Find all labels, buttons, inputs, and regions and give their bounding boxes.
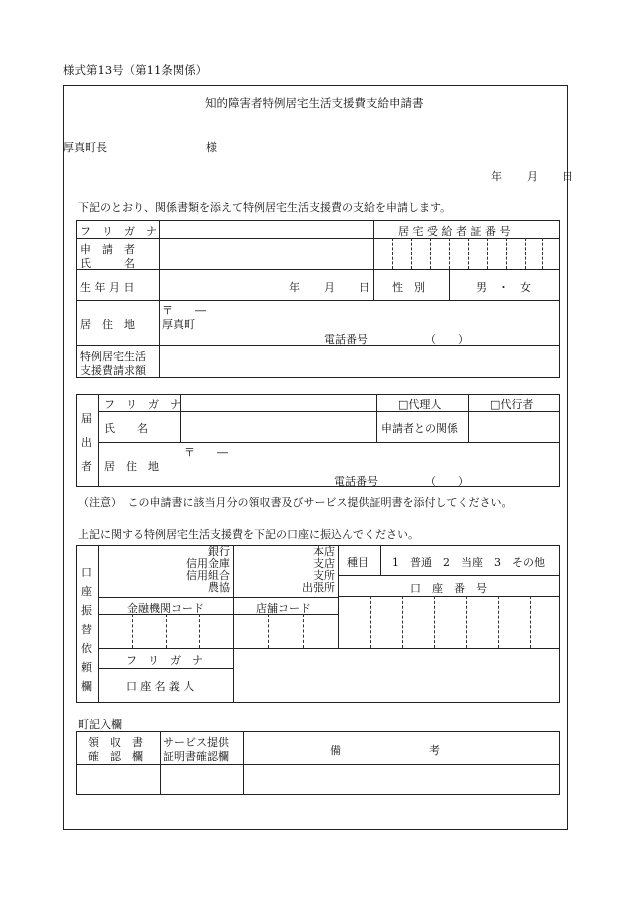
account-number-label: 口 座 番 号 [410, 582, 487, 595]
bank-side-6: 欄 [81, 680, 92, 693]
branch-type-list [255, 546, 335, 594]
institution-type: 農協 [208, 581, 230, 594]
dob-month: 月 [324, 281, 335, 294]
proxy-option[interactable]: □代理人 [398, 398, 442, 411]
receipt-check-label-1: 領 収 書 [88, 736, 143, 749]
remarks-label: 備 考 [330, 744, 440, 757]
agent-option[interactable]: □代行者 [490, 398, 534, 411]
submitter-name-label: 氏 名 [104, 422, 148, 435]
branch-type: 出張所 [302, 581, 335, 594]
account-type-values: 1 普通 2 当座 3 その他 [392, 556, 545, 569]
town-use-label: 町記入欄 [78, 718, 122, 731]
dob-label: 生 年 月 日 [80, 281, 135, 294]
claim-label-1: 特例居宅生活 [80, 350, 146, 363]
branch-type: 支所 [313, 569, 335, 582]
postal-mark: 〒 ― [162, 304, 206, 317]
receipt-check-label-2: 確 認 欄 [88, 750, 143, 763]
phone-parens: （ ） [425, 333, 469, 346]
submitter-phone-parens: （ ） [425, 475, 469, 488]
service-check-label-2: 証明書確認欄 [163, 750, 229, 763]
bank-side-1: 座 [81, 585, 92, 598]
bank-side-0: 口 [81, 566, 92, 579]
dob-year: 年 [289, 281, 300, 294]
bank-side-2: 振 [81, 604, 92, 617]
bank-intro: 上記に関する特例居宅生活支援費を下記の口座に振込んでください。 [78, 528, 419, 541]
date-month: 月 [527, 170, 538, 183]
branch-type: 本店 [313, 545, 335, 558]
submitter-furigana-label: フ リ ガ ナ [104, 398, 181, 411]
date-day: 日 [562, 170, 573, 183]
submitter-side-1: 届 [81, 412, 92, 425]
claim-label-2: 支援費請求額 [80, 364, 146, 377]
institution-type: 銀行 [208, 545, 230, 558]
submitter-phone-label: 電話番号 [334, 475, 378, 488]
intro-text: 下記のとおり、関係書類を添えて特例居宅生活支援費の支給を申請します。 [78, 201, 452, 214]
applicant-name-label-1: 申 請 者 [80, 243, 135, 256]
phone-label: 電話番号 [324, 333, 368, 346]
form-title: 知的障害者特例居宅生活支援費支給申請書 [205, 96, 424, 110]
sex-values: 男 ・ 女 [476, 281, 531, 294]
sex-label: 性 別 [392, 281, 425, 294]
dob-day: 日 [359, 281, 370, 294]
bank-code-label: 金融機関コード [127, 602, 204, 615]
address-label: 居 住 地 [80, 318, 135, 331]
town-name: 厚真町 [162, 318, 195, 331]
cert-number-label: 居 宅 受 給 者 証 番 号 [398, 225, 511, 238]
service-check-label-1: サービス提供 [163, 736, 229, 749]
applicant-name-label-2: 氏 名 [80, 257, 135, 270]
submitter-address-label: 居 住 地 [104, 460, 159, 473]
bank-side-4: 依 [81, 642, 92, 655]
relation-label: 申請者との関係 [381, 422, 458, 435]
attachment-note: （注意） この申請書に該当月分の領収書及びサービス提供証明書を添付してください。 [78, 496, 513, 509]
applicant-furigana-label: フ リ ガ ナ [80, 225, 157, 238]
holder-furigana-label: フ リ ガ ナ [126, 654, 203, 667]
submitter-side-2: 出 [81, 436, 92, 449]
branch-type: 支店 [313, 557, 335, 570]
holder-label: 口座名義人 [126, 680, 198, 693]
bank-side-3: 替 [81, 623, 92, 636]
branch-code-label: 店舗コード [256, 602, 311, 615]
bank-side-5: 頼 [81, 661, 92, 674]
institution-type: 信用金庫 [186, 557, 230, 570]
submitter-side-3: 者 [81, 460, 92, 473]
submitter-postal-mark: 〒 ― [184, 446, 228, 459]
account-type-label: 種目 [347, 556, 369, 569]
institution-type: 信用組合 [186, 569, 230, 582]
addressee: 厚真町長 [63, 141, 107, 154]
form-number: 様式第13号（第11条関係） [63, 63, 208, 77]
honorific: 様 [206, 141, 217, 154]
date-year: 年 [491, 170, 502, 183]
institution-type-list [150, 546, 230, 594]
